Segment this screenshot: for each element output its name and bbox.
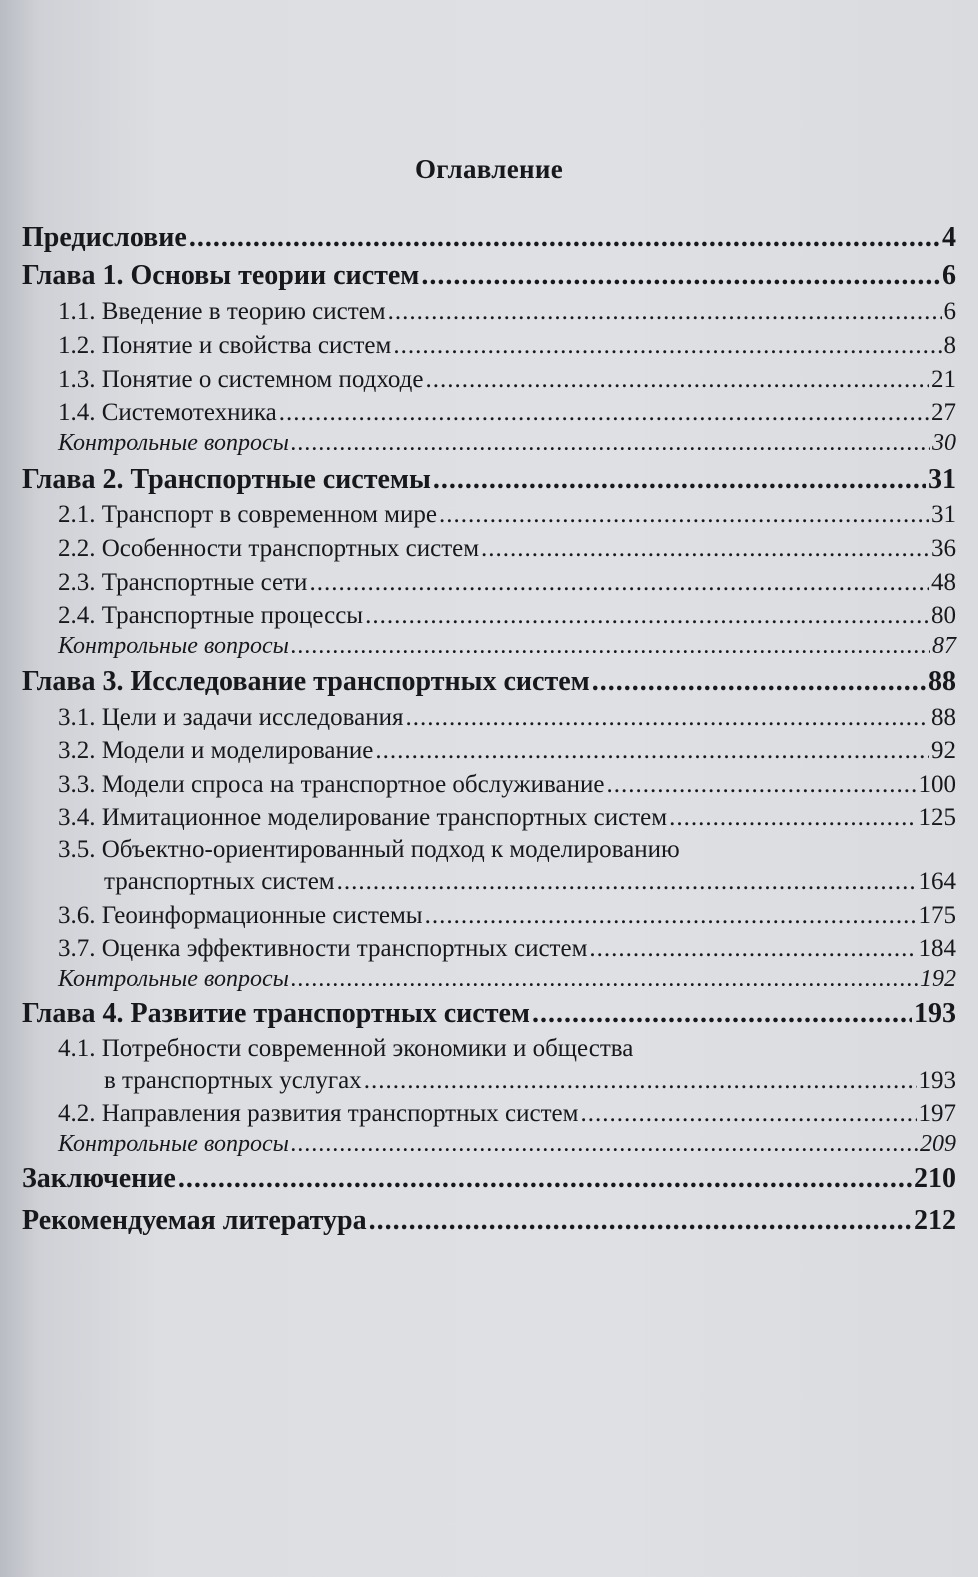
toc-entry-title: Глава 3. Исследование транспортных систем: [22, 666, 590, 697]
toc-entry-questions-1: [58, 430, 956, 457]
toc-leader: [421, 260, 940, 292]
toc-entry-references: [22, 1205, 956, 1237]
toc-leader: [669, 804, 916, 832]
toc-entry-title: 2.4. Транспортные процессы: [58, 602, 364, 629]
toc-entry-section-2-4: [58, 602, 956, 630]
toc-page-number: 193: [914, 998, 956, 1029]
toc-entry-section-3-5-line1: 3.5. Объектно-ориентированный подход к моделированию: [58, 836, 680, 863]
toc-entry-title: 1.1. Введение в теорию систем: [58, 298, 386, 325]
toc-page-number: 100: [918, 771, 956, 798]
toc-entry-questions-2: [58, 633, 956, 660]
toc-entry-chapter-4: [22, 998, 956, 1030]
toc-entry-title: Контрольные вопросы: [58, 430, 289, 456]
toc-leader: [388, 298, 942, 326]
toc-entry-title: 1.3. Понятие о системном подходе: [58, 366, 424, 393]
toc-leader: [606, 771, 916, 799]
toc-page-number: 30: [932, 430, 956, 456]
toc-leader: [369, 1205, 912, 1237]
toc-leader: [405, 704, 929, 732]
toc-page-number: 210: [914, 1163, 956, 1194]
toc-page-number: 193: [918, 1067, 956, 1094]
toc-entry-section-3-6: [58, 902, 956, 930]
toc-leader: [592, 666, 926, 698]
toc-page-number: 88: [931, 704, 956, 731]
toc-page-number: 48: [931, 569, 956, 596]
toc-page-number: 6: [942, 260, 956, 291]
toc-page-number: 31: [928, 464, 956, 495]
toc-leader: [364, 1067, 917, 1095]
toc-leader: [309, 569, 929, 597]
toc-leader: [439, 501, 929, 529]
toc-page-number: 31: [931, 501, 956, 528]
toc-page-number: 92: [931, 737, 956, 764]
toc-entry-section-3-7: [58, 935, 956, 963]
toc-entry-questions-3: [58, 966, 956, 993]
toc-entry-title: Контрольные вопросы: [58, 633, 289, 659]
toc-leader: [279, 399, 929, 427]
toc-leader: [375, 737, 929, 765]
toc-entry-title: 2.2. Особенности транспортных систем: [58, 535, 480, 562]
toc-page-number: 87: [932, 633, 956, 659]
toc-entry-title: Контрольные вопросы: [58, 966, 289, 992]
toc-page-number: 184: [918, 935, 956, 962]
toc-leader: [425, 902, 917, 930]
toc-entry-section-3-4: [58, 804, 956, 832]
toc-entry-title: 1.4. Системотехника: [58, 399, 277, 426]
toc-entry-title: 3.4. Имитационное моделирование транспортных систем: [58, 804, 668, 831]
toc-leader: [291, 966, 918, 993]
toc-entry-chapter-3: [22, 666, 956, 698]
toc-page-number: 212: [914, 1205, 956, 1236]
toc-entry-title: 1.2. Понятие и свойства систем: [58, 332, 392, 359]
toc-leader: [365, 602, 929, 630]
toc-entry-section-4-1-line1: 4.1. Потребности современной экономики и общества: [58, 1035, 634, 1062]
toc-page-number: 27: [931, 399, 956, 426]
toc-entry-section-2-3: [58, 569, 956, 597]
toc-leader: [589, 935, 916, 963]
toc-entry-title: Предисловие: [22, 222, 187, 253]
toc-page-number: 8: [943, 332, 956, 359]
toc-entry-section-3-3: [58, 771, 956, 799]
toc-leader: [337, 868, 917, 896]
toc-entry-title: Контрольные вопросы: [58, 1131, 289, 1157]
toc-entry-section-3-5: [104, 868, 956, 896]
page-title: Оглавление: [415, 154, 563, 184]
toc-leader: [532, 998, 912, 1030]
toc-entry-section-4-2: [58, 1100, 956, 1128]
toc-leader: [178, 1163, 912, 1195]
toc-entry-chapter-2: [22, 464, 956, 496]
toc-entry-section-1-1: [58, 298, 956, 326]
toc-entry-title: транспортных систем: [104, 868, 335, 895]
toc-leader: [291, 430, 930, 457]
toc-entry-title: 2.1. Транспорт в современном мире: [58, 501, 437, 528]
toc-page-number: 36: [931, 535, 956, 562]
toc-entry-title: 3.6. Геоинформационные системы: [58, 902, 423, 929]
toc-page-number: 88: [928, 666, 956, 697]
toc-entry-section-3-1: [58, 704, 956, 732]
toc-entry-section-1-2: [58, 332, 956, 360]
toc-page-number: 192: [920, 966, 956, 992]
toc-entry-title: 3.1. Цели и задачи исследования: [58, 704, 404, 731]
toc-leader: [433, 464, 926, 496]
toc-entry-title: Глава 4. Развитие транспортных систем: [22, 998, 530, 1029]
toc-entry-title: Заключение: [22, 1163, 176, 1194]
toc-leader: [393, 332, 941, 360]
toc-entry-title: 3.3. Модели спроса на транспортное обслуживание: [58, 771, 605, 798]
toc-entry-preface: [22, 222, 956, 254]
toc-page-number: 197: [918, 1100, 956, 1127]
toc-leader: [426, 366, 930, 394]
toc-entry-section-2-2: [58, 535, 956, 563]
toc-entry-title: 3.2. Модели и моделирование: [58, 737, 374, 764]
toc-entry-title: 3.7. Оценка эффективности транспортных систем: [58, 935, 588, 962]
toc-entry-title: 2.3. Транспортные сети: [58, 569, 308, 596]
toc-entry-title: Глава 2. Транспортные системы: [22, 464, 431, 495]
toc-leader: [189, 222, 940, 254]
toc-page-number: 164: [918, 868, 956, 895]
toc-entry-conclusion: [22, 1163, 956, 1195]
toc-page-number: 21: [931, 366, 956, 393]
toc-page-number: 125: [918, 804, 956, 831]
toc-entry-chapter-1: [22, 260, 956, 292]
toc-entry-title: 4.2. Направления развития транспортных систем: [58, 1100, 579, 1127]
toc-page-number: 209: [920, 1131, 956, 1157]
toc-entry-section-1-4: [58, 399, 956, 427]
toc-entry-section-3-2: [58, 737, 956, 765]
toc-leader: [580, 1100, 916, 1128]
toc-entry-section-2-1: [58, 501, 956, 529]
toc-entry-questions-4: [58, 1131, 956, 1158]
toc-leader: [291, 633, 930, 660]
toc-page-number: 4: [942, 222, 956, 253]
toc-page-number: 6: [943, 298, 956, 325]
toc-page-number: 80: [931, 602, 956, 629]
toc-page-number: 175: [918, 902, 956, 929]
toc-leader: [481, 535, 929, 563]
toc-entry-title: Рекомендуемая литература: [22, 1205, 367, 1236]
toc-entry-section-1-3: [58, 366, 956, 394]
toc-entry-section-4-1: [104, 1067, 956, 1095]
toc-entry-title: в транспортных услугах: [104, 1067, 362, 1094]
toc-leader: [291, 1131, 918, 1158]
toc-entry-title: Глава 1. Основы теории систем: [22, 260, 420, 291]
